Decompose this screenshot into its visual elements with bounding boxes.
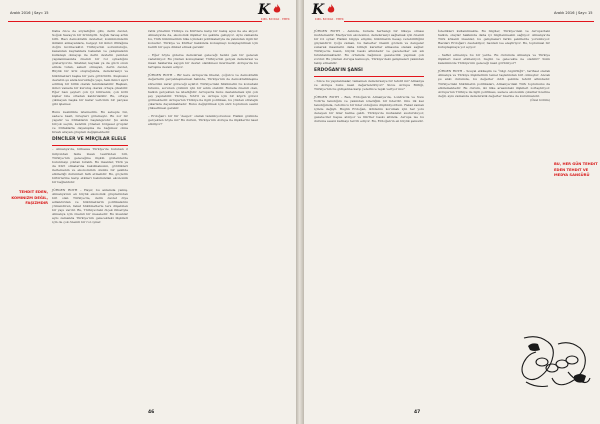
logo-mark: K (312, 2, 324, 18)
question-paragraph: – Eğer böyle giderse demokrasi geleceği henüz pek bir gelecek vadetmiyor. Bu yüzden konuşmalar, Türkiye'nin gerçek demokrasi ve insan haklarına saygılı bir devlet olabilmesi üzerinedir. Avrupa'da bu tartışma devam ediyor. (148, 53, 258, 70)
left-page (0, 0, 296, 424)
question-paragraph: – Saffet ermeniye bu bir yerde. Bu durumda Almanya ve Türkiye ilişkileri nasıl etkileniyor, bugün ve gelecekte ne olabilir? Sizin kaleminizde Türkiye'nin geleceği nasıl görünüyor? (438, 53, 550, 66)
page-number: 47 (414, 410, 421, 415)
header-rule (8, 21, 262, 22)
section-note: (Özel bölüm) (530, 97, 550, 102)
flame-icon (326, 4, 336, 14)
article-column-2 (148, 29, 258, 126)
chained-hands-illustration (518, 332, 594, 392)
magazine-logo (312, 3, 348, 22)
pull-quote: TEHDIT EDEN, KOMINIZM DEĞIL, FAŞIZMDIR (11, 190, 48, 206)
paragraph: JÜRGEN ROTH – Ben, Erdoğan’ın Almanya’da, Londra’da ve New York'ta tanıdığım ve yakından izlediğim bir liderdir. Onu ilk kez tanıdığımda, reformcu bir lider olduğunu düşünüyordum. Fakat zaman içinde değişti. Bugün Erdoğan, iktidarını korumak için her yolu deneyen bir lider haline geldi. Türkiye'de muhalefet susturuluyor, gazeteciler hapse atılıyor ve Kürtler baskı altında. Avrupa ise bu duruma sessiz kalmayı tercih ediyor. Bu, Erdoğan'ın en büyük şansıdır. (314, 94, 424, 124)
heading-rule (52, 145, 128, 146)
page-number: 46 (148, 410, 155, 415)
section-heading: DİNCİLER VE MİRÇİLAR ELELE (52, 137, 127, 143)
logo-mark: K (258, 2, 270, 18)
magazine-logo (258, 3, 294, 22)
logo-tagline: KIZIL BAYRAK · EMEK (261, 18, 290, 21)
paragraph: JÜRGEN ROTH – Hayır, bu anlamda yanlış. Almanya'nın en büyük ekonomik gruplarından biri olan Türkiye'de, derin devlet diye adlandırılan ve hükümetlerin politikalarını yönlendiren, fakat hükümetlerle ters düşebilen bir yapı vardır. Bu, Türkiye’deki ölçek itibarıyla Almanya için önemli bir meseledir. Bu insanlar aynı zamanda Türkiye’nin gelecekteki ilişkileri için de çok önemli bir rol oynar. (52, 187, 128, 225)
paragraph: JÜRGEN ROTH – Sosyal etkileşim ve “bilgi özgürlüğü”, tarihsel olarak Almanya ve Türkiye ilişkilerinin temel taşlarından biri olmuştur. Ancak şu anki durumda, bu değerler ciddi şekilde tehdit altındadır. Türkiye'deki hükümetin politikaları, Almanya’daki Türk toplumunu da etkilemektedir. Bu durum, iki ülke arasındaki ilişkileri zorlaştırıyor. Avrupa'nın Türkiye ile ilgili politikası, sadece ekonomik çıkarlar üzerine değil, aynı zamanda demokratik değerler üzerine de kurulmalıdır. (438, 69, 550, 98)
header-rule (344, 21, 594, 22)
article-column-1 (52, 29, 128, 224)
spine-gutter (296, 0, 304, 424)
question-paragraph: – Erdoğan’ı bir tür ‘despot’ olarak tanımlıyorsunuz. Halkın gözünde gerçekten böyle mi? Bu durum, Türkiye’nin Avrupa ile ilişkilerini nasıl etkiliyor? (148, 113, 258, 126)
paragraph: JÜRGEN ROTH – Aslında, burada herhangi bir ülkeye olması muhtemeldir. Medya’nın ekonomisi, demokrasiyi sağlamak için önemli bir rol oynar. Halkın bilgiye erişimi, hükümetin hesap verebilirliğini güçlendirir. Çoğu zaman, bu haberler önemli gözlem ve dengeler sunarak insanların daha bilinçli kararlar almasına olanak sağlar. Türkiye'de basın, büyük baskı altındadır ve gazeteciler sık sık tutuklanmaktadır. Bu ortamda bağımsız gazetecilik yapmak çok zordur. Bu yüzden Avrupa kamuoyu, Türkiye'deki gelişmeleri yakından takip etmelidir. (314, 29, 424, 66)
paragraph: – Almanya'da, bilhassa Türkiye'de bulunan 2 milyondan fazla insan tesirinden biri, Türkiye’nin geleceğine ilişkin gözlemlerde bulunmayı çoktan bıraktı. Bu insanlar, Türk ya da Kürt olmalarına bakılmaksızın, gördükleri ilerlemenin ve ekonominin olumlu bir şekilde etkilediği durumları fark etmelidir. Bu, göçlerin birbirlerine karşı etkileri bakımından ekonomik bir bağlantıdır. (52, 147, 128, 184)
paragraph: İstedikleri kullanılmakta. Bu bilgiler, Türkiye'deki ve Avrupa'daki halkın, olaylar hakkında daha iyi bilgilenmesini sağlıyor. Almanya’da Türk kökenli insanlar, bu gelişmeleri farklı şekillerde yorumluyor. Bazıları Erdoğan’ı destekliyor, bazıları ise eleştiriyor. Bu, toplumsal bir kutuplaşmaya yol açıyor. (438, 29, 550, 50)
logo-tagline: KIZIL BAYRAK · EMEK (315, 18, 344, 21)
section-heading: ERDOĞAN'IN ŞANSI (314, 68, 363, 74)
article-column-4 (438, 29, 550, 102)
running-head: Aralık 2016 | Sayı: 15 (10, 11, 49, 15)
running-head: Aralık 2016 | Sayı: 15 (554, 11, 593, 15)
paragraph: ratik yönetimi Türkiye ve Kürtlere karşı bir bakış açısı ile ele alıyor. Almanya'da da, ekonomik ilişkiler bu şekilde gelişiyor. Aynı zamanda bu, Türk hükümetinin ülke içindeki politikalarıyla da yakından ilgili bir konudur. Türkiye ve Kürtler hakkında konuşmayı kolaylaştırmak için belirli bir şeye dikkat etmek gerekir. (148, 29, 258, 50)
question-paragraph: – Sizce bu yapılanmalar, tamamen demokrasiye bir tehdit mi? Almanya ve Avrupa bunu nasıl değerlendiriyor? Sizce Avrupa Birliği, Türkiye'nin bu gidişatına karşı yeterince tepki veriyor mu? (314, 78, 424, 91)
paragraph: JÜRGEN ROTH – Bir kere Avrupa’da liberal, çoğulcu ve demokratik değerlerin gerçekleşmemesi halinde, Türkiye'nin de demokratikleşme sürecinin zarar göreceği açıktır. Türkiye'deki hükümetin bu konudaki tutumu, sorunun çözümü için bir adım olabilir. Burada önemli olan, halkın gerçekten ne istediğidir. Avrupa'da bunu desteklemek için çok şey yapılabilir. Türkiye, NATO ve Avrupa için bir köprü görevi görmektedir. Avrupa'nın Türkiye ile ilgili politikası, bu yüzden stratejik çıkarlara dayanmaktadır. Bunu değiştirmek için sivil toplumun sesini yükseltmesi gerekir. (148, 73, 258, 110)
flame-icon (272, 4, 282, 14)
pull-quote: BU, HER GÜN TEHDIT EDEN TEHDIT VE MEDYA SANSÜRÜ (554, 162, 598, 178)
heading-rule (314, 76, 424, 77)
article-column-3 (314, 29, 424, 123)
paragraph: Bunu kesinlikle istemedim. Bu sebeple biz, sadece basit, bireyleri göremeyiz. Bu zor bir yapıdır ve ittifakların başlangıcıdır. Şu anda birçok seçim, kendini yöneten bölgesel gruplar ve ittifaklarla dayanışma ile bağımsız olma fırsatı arayan grupları değişmektedir. (52, 109, 128, 135)
paragraph: Daha önce de söylediğim gibi, derin devlet, Soğuk Savaş'ın bir ürünüydü. Soğuk Savaş artık bitti. Bazı demokratik devletler, komünizmlerin ikilisini almayanlara, belgeyi bil ikinci ittifağına doğru kıvrılacaktır. Türkiye'nin sorumluluğu, kazanılan kaynaklara bakarak ve çalışmaların kullanışlı olmayışı ile derin devletin yeniden yapılanmasında önemli bir rol oynadığını gösteriyordu. Silahlar, kaynak ya da gücü onun elinde tutan, askeri olmayan, derin devlet, Büyük bir kriz oluştuğunda, demokrasiyi ve hükümetleri başka bir yere götürürdü. Kuşkusuz devletin şu anda kurulduğu yapı, hem ikinci ayırt edilmiş bir birlik olarak tanımlanabilir. Başkan, ikinci vanada bir kuruluş olarak ortaya çıkabilir. Eğer bazı şeyleri çok iyi bilirseniz, çok kötü kişiler bile ortadan kaldırılabilir. Bu, ortaya çıkmayan başka bir karar vericinin bir parçası gibi işlemez. (52, 29, 129, 106)
